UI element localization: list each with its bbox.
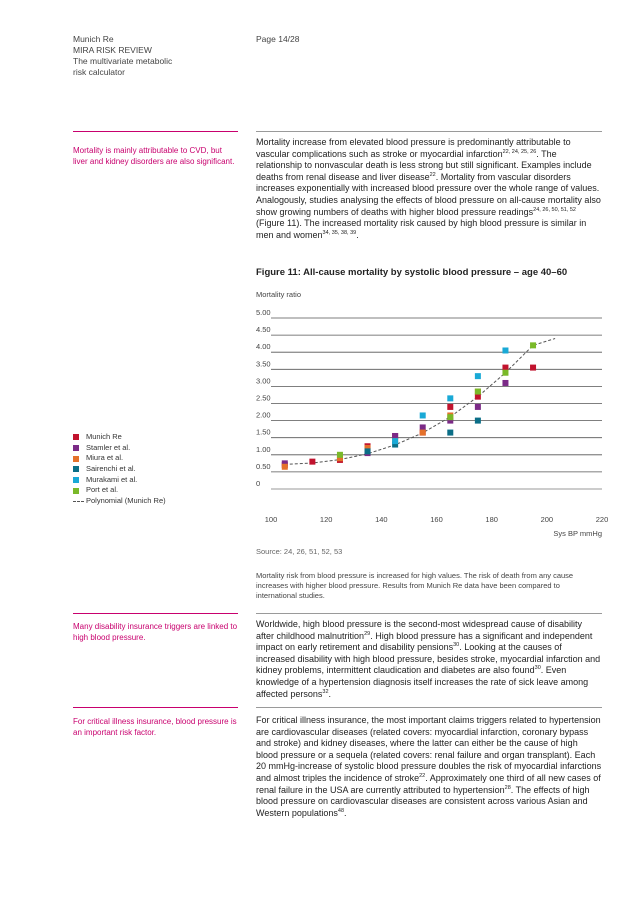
legend-swatch [73, 445, 79, 451]
chart-legend [73, 432, 166, 507]
legend-item [73, 464, 166, 475]
sidebar-note-critical-illness: For critical illness insurance, blood pressure is an important risk factor. [73, 717, 237, 737]
x-tick-labels [265, 515, 609, 524]
text-run: . Mortality from vascular disorders increases exponentially with increased blood pressure over the whole range of values. Analogously, studies analysing the effects of blood pressure on all-cause mortality also show growing numbers of deaths with higher blood pressure readings [256, 171, 601, 217]
footnote-ref: 32 [322, 688, 329, 695]
header-line: MIRA RISK REVIEW [73, 45, 152, 55]
legend-item [73, 475, 166, 486]
data-point [475, 394, 481, 400]
text-run: . The effects of high blood pressure on cardiovascular diseases are consistent across various Asian and Western populations [256, 784, 590, 818]
footnote-ref: 28 [504, 784, 511, 791]
sidebar-rule [73, 131, 238, 132]
legend-item [73, 443, 166, 454]
sidebar-note-disability: Many disability insurance triggers are linked to high blood pressure. [73, 622, 238, 642]
text-run: . Looking at the causes of increased disability with high blood pressure, besides stroke, myocardial infarction and kidney problems, intermittent claudication and diabetes are also found [256, 642, 601, 676]
x-tick-label: 100 [264, 515, 278, 524]
header-line: risk calculator [73, 67, 125, 77]
data-point [530, 342, 536, 348]
header-line: The multivariate metabolic [73, 56, 173, 66]
section-rule [256, 707, 602, 708]
text-run: . [328, 688, 332, 699]
y-tick-label: 0.50 [256, 461, 271, 471]
legend-item [73, 485, 166, 496]
y-axis-label: Mortality ratio [256, 290, 302, 299]
legend-label: Stamler et al. [86, 442, 131, 452]
legend-label: Miura et al. [86, 453, 124, 463]
text-run: . The relationship to nonvascular death is less strong but still significant. Examples include deaths from renal disease and liver disease [256, 148, 592, 182]
data-point [420, 430, 426, 436]
y-tick-label: 0 [256, 479, 261, 488]
text-run: . High blood pressure has a significant and independent impact on early retirement and disability pensions [256, 630, 593, 653]
legend-label: Sairenchi et al. [86, 464, 136, 474]
data-point [392, 438, 398, 444]
legend-swatch [73, 456, 79, 462]
legend-label: Polynomial (Munich Re) [86, 496, 166, 506]
text-run: . [356, 229, 359, 240]
footnote-ref: 22 [429, 171, 436, 178]
y-tick-label: 4.50 [256, 325, 271, 335]
data-point [447, 395, 453, 401]
y-tick-label: 2.50 [256, 393, 271, 403]
legend-swatch [73, 477, 79, 483]
trendline-path [285, 339, 555, 465]
text-run: . Approximately one third of all new cases of renal failure in the USA are currently attributed to hypertension [256, 772, 601, 795]
data-point [392, 433, 398, 439]
footnote-ref: 22 [419, 772, 426, 779]
x-axis-label: Sys BP mmHg [553, 529, 602, 538]
footnote-ref: 30 [453, 642, 460, 649]
y-tick-labels [256, 308, 271, 488]
section-rule [256, 131, 602, 132]
footnote-ref: 29 [364, 630, 371, 637]
data-point [475, 373, 481, 379]
y-tick-label: 5.00 [256, 308, 271, 317]
data-point [420, 412, 426, 418]
data-point [447, 414, 453, 420]
legend-label: Munich Re [86, 432, 122, 441]
data-point [530, 365, 536, 371]
text-run: Mortality increase from elevated blood pressure is predominantly attributable to vascular complications such as stroke or myocardial infarction [256, 137, 571, 159]
text-run: For critical illness insurance, the most important claims triggers related to hypertension are cardiovascular diseases (related covers: myocardial infarction, coronary bypass and stroke) and kidney diseases, where the latter can either be the cause of high blood pressure or a sequela (related covers: renal failure and organ transplant). Each 20 mmHg-increase of systolic blood pressure doubles the risk of myocardial infarctions and almost triples the incidence of stroke [256, 715, 602, 783]
text-run: Worldwide, high blood pressure is the second-most widespread cause of disability after childhood malnutrition [256, 619, 583, 641]
scatter-chart [250, 308, 610, 540]
data-points [282, 342, 536, 469]
data-point [475, 389, 481, 395]
page-number: Page 14/28 [256, 34, 300, 44]
footnote-ref: 30 [534, 665, 541, 672]
legend-item [73, 432, 166, 443]
figure-caption: Mortality risk from blood pressure is increased for high values. The risk of death from any cause increases with higher blood pressure. Results from Munich Re data have been compared to international studies. [256, 571, 574, 600]
x-tick-label: 140 [375, 515, 388, 524]
y-tick-label: 1.50 [256, 427, 271, 437]
trendline [285, 339, 555, 465]
legend-swatch [73, 466, 79, 472]
data-point [282, 464, 288, 470]
legend-item [73, 453, 166, 464]
sidebar-rule [73, 613, 238, 614]
legend-label: Murakami et al. [86, 474, 138, 484]
footnote-ref: 34, 35, 38, 39 [322, 229, 357, 236]
figure-title: Figure 11: All-cause mortality by systolic blood pressure – age 40–60 [256, 267, 568, 278]
data-point [309, 459, 315, 465]
paragraph-disability [256, 619, 602, 700]
y-tick-label: 4.00 [256, 342, 271, 352]
y-tick-label: 3.50 [256, 359, 271, 369]
y-tick-label: 2.00 [256, 410, 271, 420]
text-run: . Even knowledge of a hypertension diagnosis itself increases the rate of sick leave among affected persons [256, 665, 589, 699]
data-point [337, 452, 343, 458]
grid-lines [271, 318, 602, 489]
legend-dash [73, 501, 84, 502]
data-point [502, 370, 508, 376]
data-point [365, 448, 371, 454]
data-point [447, 430, 453, 436]
x-tick-label: 220 [595, 515, 609, 524]
text-run: (Figure 11). The increased mortality risk caused by high blood pressure is similar in men and women [256, 218, 587, 240]
footnote-ref: 48 [337, 807, 345, 814]
x-tick-label: 120 [319, 515, 333, 524]
sidebar-rule [73, 707, 238, 708]
y-tick-label: 3.00 [256, 376, 271, 386]
legend-swatch [73, 488, 79, 494]
data-point [475, 404, 481, 410]
data-point [475, 418, 481, 424]
x-tick-label: 200 [540, 515, 554, 524]
section-rule [256, 613, 602, 614]
paragraph-critical-illness [256, 715, 602, 819]
figure-source: Source: 24, 26, 51, 52, 53 [256, 547, 343, 556]
legend-label: Port et al. [86, 485, 119, 495]
header-line: Munich Re [73, 34, 114, 44]
document-header [73, 34, 172, 78]
paragraph-mortality [256, 137, 602, 241]
legend-swatch [73, 434, 79, 440]
data-point [420, 424, 426, 430]
x-tick-label: 160 [430, 515, 443, 524]
text-run: . [344, 807, 347, 818]
data-point [502, 380, 508, 386]
sidebar-note-mortality: Mortality is mainly attributable to CVD, but liver and kidney disorders are also significant. [73, 146, 235, 166]
data-point [502, 347, 508, 353]
x-tick-label: 180 [485, 515, 498, 524]
footnote-ref: 22, 24, 25, 26 [502, 148, 537, 155]
y-tick-label: 1.00 [256, 444, 271, 454]
data-point [447, 404, 453, 410]
legend-item [73, 496, 166, 507]
data-point [502, 365, 508, 371]
footnote-ref: 24, 26, 50, 51, 52 [533, 206, 576, 213]
